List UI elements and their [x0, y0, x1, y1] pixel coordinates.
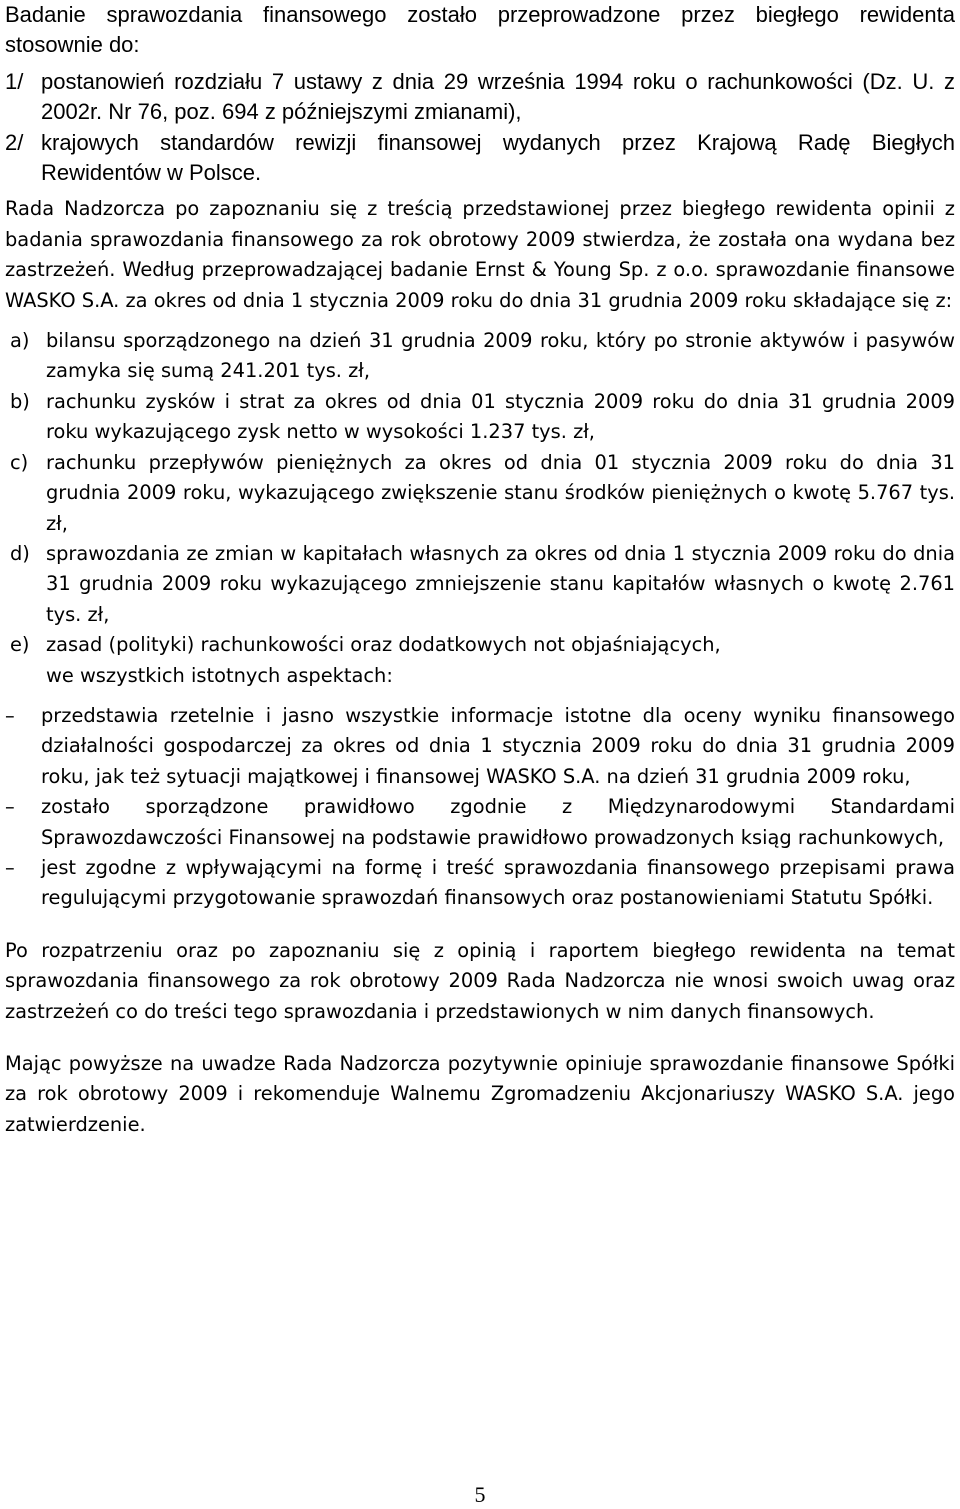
aspects-intro: we wszystkich istotnych aspektach: [46, 663, 393, 687]
component-item [10, 387, 955, 448]
component-text: bilansu sporządzonego na dzień 31 grudnia 2009 roku, który po stronie aktywów i pasywów zamyka się sumą 241.201 tys. zł, [46, 329, 955, 383]
component-marker: a) [10, 329, 30, 353]
basis-item [5, 67, 955, 128]
basis-text: postanowień rozdziału 7 ustawy z dnia 29 września 1994 roku o rachunkowości (Dz. U. z 2002r. Nr 76, poz. 694 z późniejszymi zmianami), [41, 68, 955, 125]
component-text: rachunku zysków i strat za okres od dnia 01 stycznia 2009 roku do dnia 31 grudnia 2009 roku wykazującego zysk netto w wysokości 1.237 tys. zł, [46, 389, 955, 444]
finding-text: przedstawia rzetelnie i jasno wszystkie informacje istotne dla oceny wyniku finansowego działalności gospodarczej za okres od dnia 1 stycznia 2009 roku do dnia 31 grudnia 2009 roku, jak też sytuacji majątkowej i finansowej WASKO S.A. na dzień 31 grudnia 2009 roku, [41, 703, 955, 788]
intro-paragraph: Badanie sprawozdania finansowego zostało przeprowadzone przez biegłego rewidenta stosownie do: [5, 2, 955, 58]
finding-item [5, 853, 955, 914]
dash-marker: – [5, 855, 15, 879]
finding-item [5, 792, 955, 853]
conclusion-paragraph: Po rozpatrzeniu oraz po zapoznaniu się z opinią i raportem biegłego rewidenta na temat sprawozdania finansowego za rok obrotowy 2009 Rada Nadzorcza nie wnosi swoich uwag oraz zastrzeżeń co do treści tego sprawozdania i przedstawionych w nim danych finansowych. [5, 938, 955, 1023]
dash-marker: – [5, 795, 15, 819]
finding-text: zostało sporządzone prawidłowo zgodnie z Międzynarodowymi Standardami Sprawozdawczości Finansowej na podstawie prawidłowo prowadzonych ksiąg rachunkowych, [41, 795, 955, 849]
component-marker: b) [10, 389, 30, 413]
basis-marker: 2/ [5, 129, 24, 155]
component-item [10, 539, 955, 630]
finding-item [5, 701, 955, 792]
page-number: 5 [474, 1482, 486, 1507]
basis-text: krajowych standardów rewizji finansowej wydanych przez Krajową Radę Biegłych Rewidentów w Polsce. [41, 129, 955, 186]
dash-marker: – [5, 703, 15, 727]
component-item [10, 630, 955, 660]
component-marker: e) [10, 633, 30, 657]
opinion-intro-paragraph: Rada Nadzorcza po zapoznaniu się z treścią przedstawionej przez biegłego rewidenta opinii z badania sprawozdania finansowego za rok obrotowy 2009 stwierdza, że została ona wydana bez zastrzeżeń. Według przeprowadzającej badanie Ernst & Young Sp. z o.o. sprawozdanie finansowe WASKO S.A. za okres od dnia 1 stycznia 2009 roku do dnia 31 grudnia 2009 roku składające się z: [5, 197, 955, 312]
component-text: zasad (polityki) rachunkowości oraz dodatkowych not objaśniających, [46, 633, 721, 657]
component-item [10, 448, 955, 539]
component-marker: c) [10, 450, 29, 474]
document-page [5, 0, 955, 1140]
component-item [10, 326, 955, 387]
basis-marker: 1/ [5, 68, 24, 94]
component-marker: d) [10, 541, 30, 565]
finding-text: jest zgodne z wpływającymi na formę i treść sprawozdania finansowego przepisami prawa regulującymi przygotowanie sprawozdań finansowych oraz postanowieniami Statutu Spółki. [41, 855, 955, 910]
component-text: rachunku przepływów pieniężnych za okres od dnia 01 stycznia 2009 roku do dnia 31 grudnia 2009 roku, wykazującego zwiększenie stanu środków pieniężnych o kwotę 5.767 tys. zł, [46, 450, 955, 535]
basis-item [5, 128, 955, 189]
recommendation-paragraph: Mając powyższe na uwadze Rada Nadzorcza pozytywnie opiniuje sprawozdanie finansowe Spółki za rok obrotowy 2009 i rekomenduje Walnemu Zgromadzeniu Akcjonariuszy WASKO S.A. jego zatwierdzenie. [5, 1052, 955, 1136]
component-text: sprawozdania ze zmian w kapitałach własnych za okres od dnia 1 stycznia 2009 roku do dnia 31 grudnia 2009 roku wykazującego zmniejszenie stanu kapitałów własnych o kwotę 2.761 tys. zł, [46, 541, 955, 626]
